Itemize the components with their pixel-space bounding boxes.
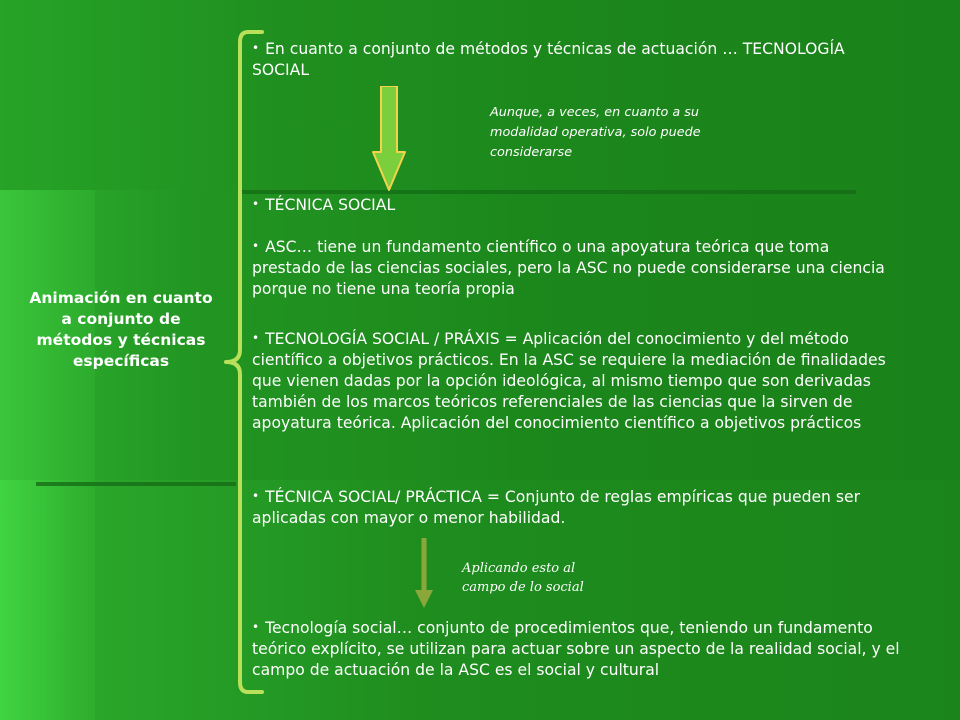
- section-title: Animación en cuanto a conjunto de métodos y técnicas específicas: [29, 289, 213, 370]
- bullet-marker: •: [252, 331, 260, 345]
- bullet-tecnica-practica: [252, 486, 892, 529]
- bullet-tecnica-social: [252, 194, 892, 216]
- bullet-tecnologia-praxis: [252, 328, 892, 434]
- arrow-down-icon: [372, 86, 406, 192]
- bullet-text: TÉCNICA SOCIAL: [265, 196, 396, 214]
- arrow-down-icon: [412, 538, 436, 610]
- bullet-tecnologia-social: [252, 38, 852, 81]
- bullet-text: ASC… tiene un fundamento científico o una apoyatura teórica que toma prestado de las ciencias sociales, pero la ASC no puede considerarse una ciencia porque no tiene una teoría propia: [252, 238, 885, 298]
- bullet-marker: •: [252, 239, 260, 253]
- bullet-marker: •: [252, 620, 260, 634]
- bullet-marker: •: [252, 197, 260, 211]
- side-note: Aunque, a veces, en cuanto a su modalidad operativa, solo puede considerarse: [490, 105, 701, 160]
- bullet-text: Tecnología social… conjunto de procedimientos que, teniendo un fundamento teórico explícito, se utilizan para actuar sobre un aspecto de la realidad social, y el campo de actuación de la ASC es el social y cultural: [252, 619, 900, 679]
- bullet-text: TECNOLOGÍA SOCIAL / PRÁXIS = Aplicación del conocimiento y del método científico a objetivos prácticos. En la ASC se requiere la mediación de finalidades que vienen dadas por la opción ideológica, al mismo tiempo que son derivadas también de los marcos teóricos referenciales de las ciencias que la sirven de apoyatura teórica. Aplicación del conocimiento científico a objetivos prácticos: [252, 330, 886, 432]
- bullet-marker: •: [252, 489, 260, 503]
- side-note: Aplicando esto al campo de lo social: [462, 561, 584, 595]
- bullet-text: TÉCNICA SOCIAL/ PRÁCTICA = Conjunto de reglas empíricas que pueden ser aplicadas con mayor o menor habilidad.: [252, 488, 861, 527]
- bullet-text: En cuanto a conjunto de métodos y técnicas de actuación … TECNOLOGÍA SOCIAL: [252, 40, 845, 79]
- divider-line: [36, 482, 236, 486]
- background-left-band: [0, 190, 95, 720]
- bullet-asc: [252, 236, 902, 300]
- bullet-tecnologia-social-definicion: [252, 617, 902, 681]
- bullet-marker: •: [252, 41, 260, 55]
